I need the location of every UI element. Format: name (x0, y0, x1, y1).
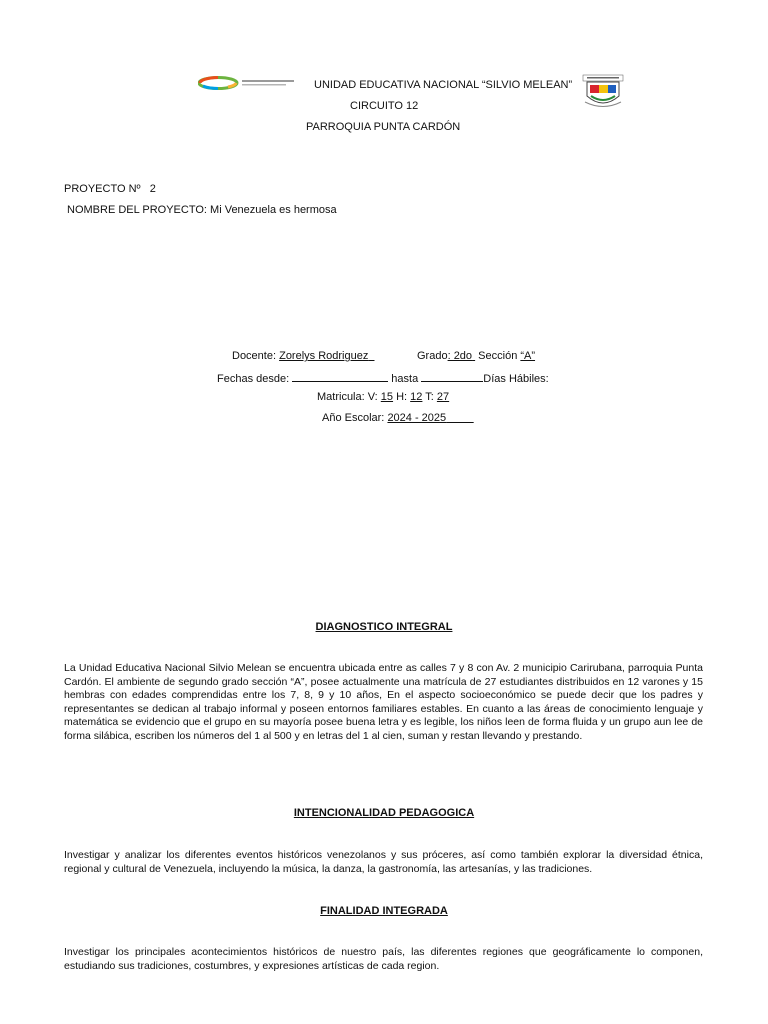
grado-value: : 2do (447, 350, 473, 362)
project-name-value: Mi Venezuela es hermosa (210, 204, 337, 216)
grado-label: Grado (417, 350, 448, 362)
anio-value: 2024 - 2025 (387, 412, 447, 424)
school-seal-icon (582, 74, 624, 110)
v-value: 15 (380, 391, 394, 403)
fecha-hasta-blank (421, 371, 483, 382)
dias-label: Días Hábiles: (483, 373, 549, 385)
diagnostico-title: DIAGNOSTICO INTEGRAL (315, 621, 453, 633)
intencionalidad-text: Investigar y analizar los diferentes eventos históricos venezolanos y sus próceres, así como también explorar la diversidad étnica, regional y cultural de Venezuela, incluyendo la música, la danza, la gastronomía, las artesanías, y las tradiciones. (64, 849, 703, 875)
project-number-label: PROYECTO Nº (64, 183, 141, 195)
grado-line (417, 350, 535, 363)
project-name (67, 204, 337, 217)
anio-line (322, 412, 474, 425)
diagnostico-text: La Unidad Educativa Nacional Silvio Melean se encuentra ubicada entre as calles 7 y 8 con Av. 2 municipio Carirubana, parroquia Punta Cardón. El ambiente de segundo grado sección “A”, posee actualmente una matrícula de 27 estudiantes distribuidos en 12 varones y 15 hembras con edades comprendidas entre los 7, 8, 9 y 10 años, En el aspecto socioeconómico se puede decir que los padres y representantes se dedican al trabajo informal y poseen entornos familiares estables. En cuanto a las áreas de conocimiento lenguaje y matemática se evidencio que el grupo en su mayoría posee buena letra y es legible, los niños leen de forma fluida y un grupo aun lee de forma silábica, escriben los números del 1 al 500 y en letras del 1 al cien, suman y restan llevando y prestando. (64, 662, 703, 742)
fecha-desde-blank (292, 371, 388, 382)
project-number-value: 2 (149, 183, 156, 195)
hasta-label: hasta (391, 373, 419, 385)
ministry-logo-icon (198, 76, 298, 90)
anio-label: Año Escolar: (322, 412, 385, 424)
school-name: UNIDAD EDUCATIVA NACIONAL “SILVIO MELEAN” (314, 79, 573, 91)
fechas-label: Fechas desde: (217, 373, 290, 385)
h-value: 12 (410, 391, 423, 403)
docente-value: Zorelys Rodriguez (279, 350, 369, 362)
h-label: H: (396, 391, 408, 403)
matricula-label: Matricula: V: (317, 391, 378, 403)
project-name-label: NOMBRE DEL PROYECTO: (67, 204, 207, 216)
intencionalidad-title: INTENCIONALIDAD PEDAGOGICA (293, 807, 475, 819)
circuit: CIRCUITO 12 (350, 100, 419, 112)
matricula-line (317, 391, 449, 404)
fechas-line (217, 371, 549, 386)
seccion-label: Sección (478, 350, 518, 362)
t-label: T: (425, 391, 434, 403)
project-number (64, 183, 156, 196)
parish: PARROQUIA PUNTA CARDÓN (306, 121, 461, 133)
finalidad-text: Investigar los principales acontecimientos históricos de nuestro país, las diferentes regiones que geográficamente lo componen, estudiando sus tradiciones, costumbres, y expresiones artísticas de cada region. (64, 946, 703, 972)
finalidad-title: FINALIDAD INTEGRADA (320, 905, 448, 917)
docente-line (232, 350, 374, 363)
t-value: 27 (436, 391, 450, 403)
docente-label: Docente: (232, 350, 277, 362)
seccion-value: “A” (520, 350, 536, 362)
